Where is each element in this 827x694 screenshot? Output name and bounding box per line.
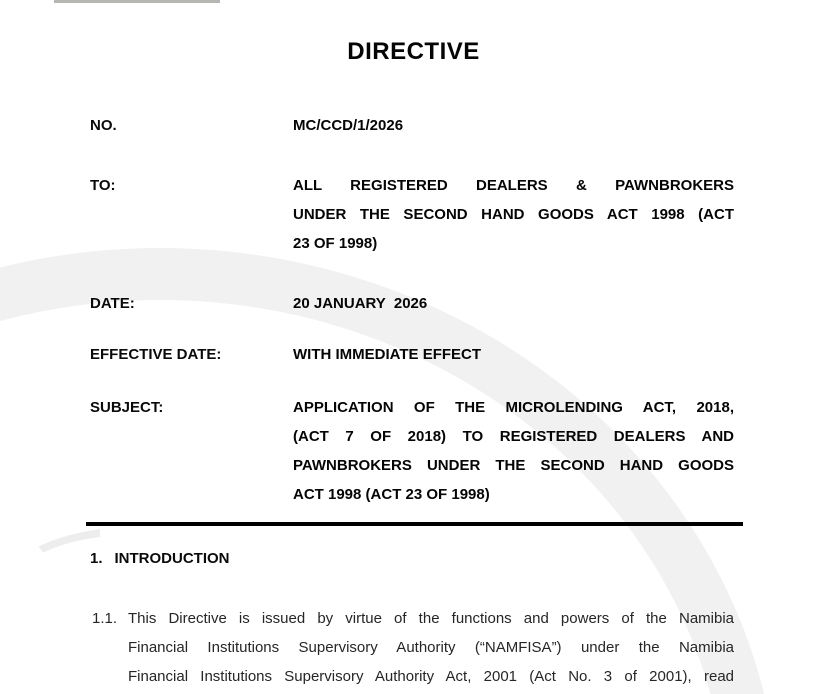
field-label-effective-date: EFFECTIVE DATE: <box>90 346 222 363</box>
section-title: INTRODUCTION <box>114 550 230 567</box>
paragraph-line: Financial Institutions Supervisory Authority Act, 2001 (Act No. 3 of 2001), read <box>128 668 734 685</box>
field-row-date <box>90 289 734 318</box>
field-value-line: MC/CCD/1/2026 <box>293 117 404 134</box>
section-number: 1. <box>90 550 103 567</box>
field-value-to <box>293 171 734 258</box>
paragraph-line: This Directive is issued by virtue of the functions and powers of the Namibia <box>128 610 734 627</box>
field-row-to <box>90 171 734 258</box>
field-value-line: APPLICATION OF THE MICROLENDING ACT, 2018, <box>293 399 734 416</box>
field-value-line: 20 JANUARY 2026 <box>293 295 428 312</box>
field-value-line: UNDER THE SECOND HAND GOODS ACT 1998 (ACT <box>293 206 734 223</box>
field-value-effective-date <box>293 340 734 369</box>
paragraph-line: Financial Institutions Supervisory Authority (“NAMFISA”) under the Namibia <box>128 639 734 656</box>
field-label-subject: SUBJECT: <box>90 399 164 416</box>
field-value-subject <box>293 393 734 509</box>
section-heading <box>90 544 230 573</box>
field-value-line: (ACT 7 OF 2018) TO REGISTERED DEALERS AND <box>293 428 734 445</box>
field-row-subject <box>90 393 734 509</box>
paragraph-number: 1.1. <box>92 610 118 627</box>
field-value-line: WITH IMMEDIATE EFFECT <box>293 346 482 363</box>
section-divider <box>86 522 743 526</box>
field-value-line: 23 OF 1998) <box>293 235 378 252</box>
field-label-to: TO: <box>90 177 116 194</box>
field-value-line: PAWNBROKERS UNDER THE SECOND HAND GOODS <box>293 457 734 474</box>
field-value-line: ALL REGISTERED DEALERS & PAWNBROKERS <box>293 177 734 194</box>
document-title: DIRECTIVE <box>347 38 480 65</box>
field-value-line: ACT 1998 (ACT 23 OF 1998) <box>293 486 490 503</box>
field-row-effective-date <box>90 340 734 369</box>
paragraph-1-1 <box>90 604 734 691</box>
field-label-date: DATE: <box>90 295 135 312</box>
field-row-no <box>90 111 734 140</box>
field-value-no <box>293 111 734 140</box>
field-value-date <box>293 289 734 318</box>
field-label-no: NO. <box>90 117 117 134</box>
